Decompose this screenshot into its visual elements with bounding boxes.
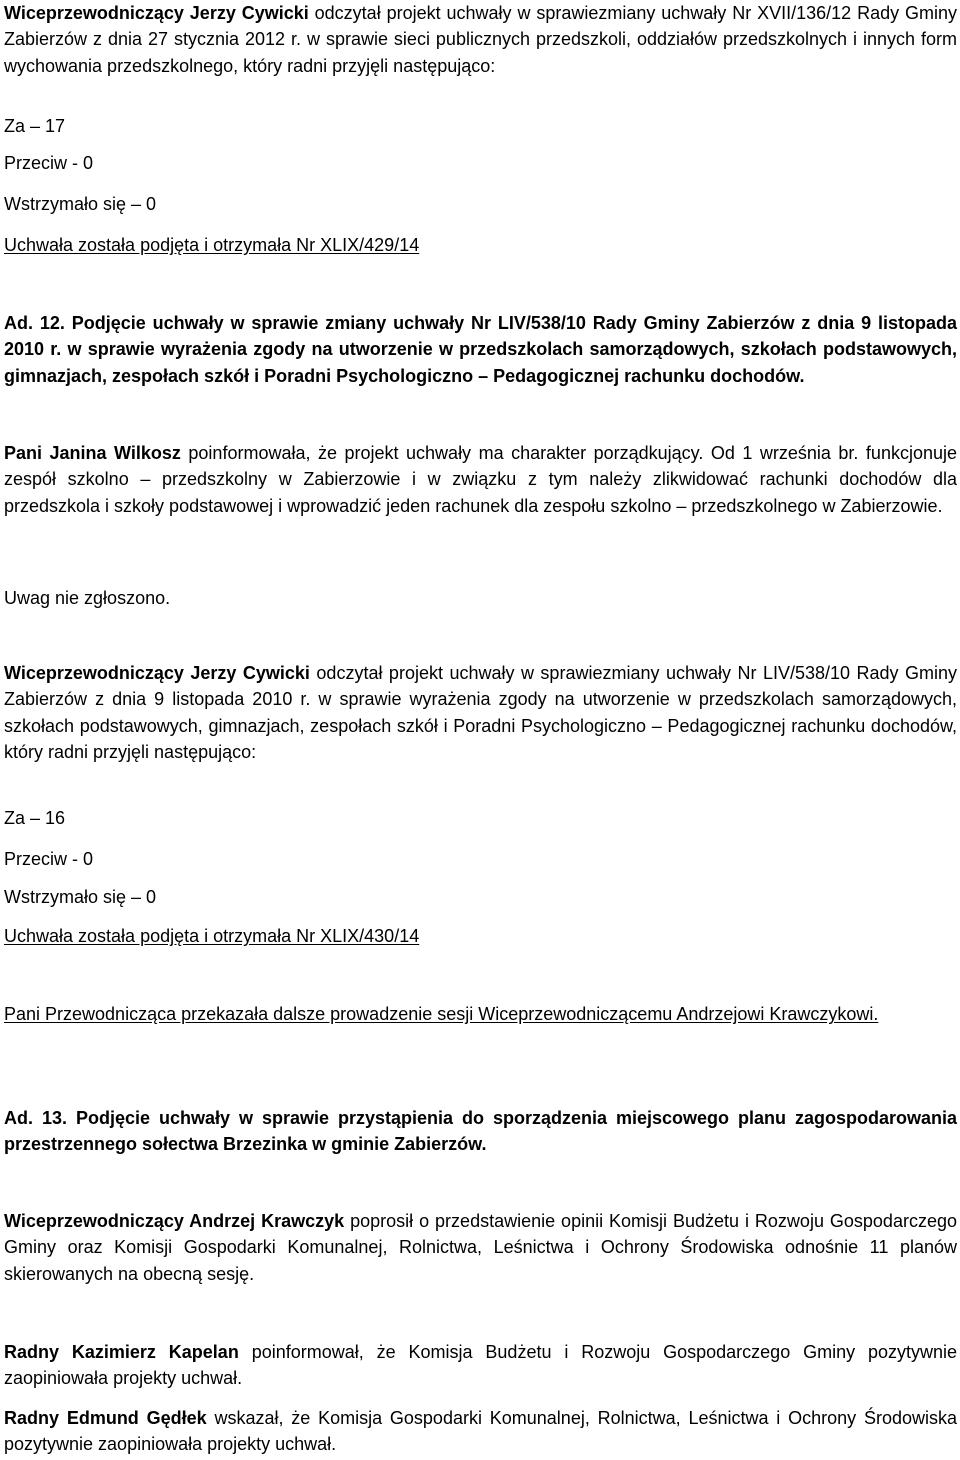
speaker-name: Radny Kazimierz Kapelan <box>4 1342 239 1362</box>
speaker-name: Wiceprzewodniczący Andrzej Krawczyk <box>4 1211 345 1231</box>
paragraph-cywicki-2 <box>4 660 957 765</box>
paragraph-text: poinformowała, że projekt uchwały ma charakter porządkujący. Od 1 września br. funkcjonuje zespół szkolno – przedszkolny w Zabierzowie i w związku z tym należy zlikwidować rachunki dochodów dla przedszkola i szkoły podstawowej i wprowadzić jeden rachunek dla zespołu szkolno – przedszkolnego w Zabierzowie. <box>4 443 957 516</box>
paragraph-text: odczytał projekt uchwały w sprawiezmiany uchwały Nr XVII/136/12 Rady Gminy Zabierzów z dnia 27 stycznia 2012 r. w sprawie sieci publicznych przedszkoli, oddziałów przedszkolnych i innych form wychowania przedszkolnego, który radni przyjęli następująco: <box>4 3 957 76</box>
vote-result-2-outcome <box>4 925 957 947</box>
vote-for: Za – 17 <box>4 116 66 136</box>
vote-result-1 <box>4 115 957 137</box>
speaker-name: Radny Edmund Gędłek <box>4 1408 207 1428</box>
no-remarks-note: Uwag nie zgłoszono. <box>4 588 171 608</box>
vote-for: Za – 16 <box>4 808 66 828</box>
paragraph-gedlek <box>4 1405 957 1458</box>
paragraph-kapelan <box>4 1339 957 1392</box>
agenda-item-12 <box>4 310 957 389</box>
speaker-name: Wiceprzewodniczący Jerzy Cywicki <box>4 3 309 23</box>
note-no-remarks <box>4 587 957 609</box>
paragraph-text: odczytał projekt uchwały w sprawiezmiany uchwały Nr LIV/538/10 Rady Gminy Zabierzów z dnia 9 listopada 2010 r. w sprawie wyrażenia zgody na utworzenie w przedszkolach samorządowych, szkołach podstawowych, gimnazjach, zespołach szkół i Poradni Psychologiczno – Pedagogicznej rachunku dochodów, który radni przyjęli następująco: <box>4 663 958 762</box>
resolution-result: Uchwała została podjęta i otrzymała Nr XLIX/429/14 <box>4 235 420 255</box>
vote-abstain: Wstrzymało się – 0 <box>4 887 157 907</box>
paragraph-cywicki-1 <box>4 0 957 79</box>
paragraph-text: wskazał, że Komisja Gospodarki Komunalnej, Rolnictwa, Leśnictwa i Ochrony Środowiska pozytywnie zaopiniowała projekty uchwał. <box>4 1408 957 1455</box>
resolution-result: Uchwała została podjęta i otrzymała Nr XLIX/430/14 <box>4 926 420 946</box>
paragraph-wilkosz <box>4 440 957 519</box>
vote-against: Przeciw - 0 <box>4 849 94 869</box>
agenda-item-heading: Ad. 12. Podjęcie uchwały w sprawie zmiany uchwały Nr LIV/538/10 Rady Gminy Zabierzów z dnia 9 listopada 2010 r. w sprawie wyrażenia zgody na utworzenie w przedszkolach samorządowych, szkołach podstawowych, gimnazjach, zespołach szkół i Poradni Psychologiczno – Pedagogicznej rachunku dochodów. <box>4 313 957 386</box>
vote-result-1-against <box>4 152 957 174</box>
vote-result-2 <box>4 807 957 829</box>
vote-result-1-abstain <box>4 193 957 215</box>
vote-against: Przeciw - 0 <box>4 153 94 173</box>
vote-result-1-outcome <box>4 234 957 256</box>
paragraph-text: poprosił o przedstawienie opinii Komisji Budżetu i Rozwoju Gospodarczego Gminy oraz Komisji Gospodarki Komunalnej, Rolnictwa, Leśnictwa i Ochrony Środowiska odnośnie 11 planów skierowanych na obecną sesję. <box>4 1211 957 1284</box>
vote-result-2-abstain <box>4 886 957 908</box>
vote-abstain: Wstrzymało się – 0 <box>4 194 157 214</box>
paragraph-handover <box>4 1001 957 1027</box>
handover-text: Pani Przewodnicząca przekazała dalsze prowadzenie sesji Wiceprzewodniczącemu Andrzejowi Krawczykowi. <box>4 1004 879 1024</box>
paragraph-krawczyk <box>4 1208 957 1287</box>
agenda-item-heading: Ad. 13. Podjęcie uchwały w sprawie przystąpienia do sporządzenia miejscowego planu zagospodarowania przestrzennego sołectwa Brzezinka w gminie Zabierzów. <box>4 1108 957 1155</box>
vote-result-2-against <box>4 848 957 870</box>
paragraph-text: poinformował, że Komisja Budżetu i Rozwoju Gospodarczego Gminy pozytywnie zaopiniowała projekty uchwał. <box>4 1342 957 1389</box>
speaker-name: Wiceprzewodniczący Jerzy Cywicki <box>4 663 310 683</box>
speaker-name: Pani Janina Wilkosz <box>4 443 181 463</box>
agenda-item-13 <box>4 1105 957 1158</box>
